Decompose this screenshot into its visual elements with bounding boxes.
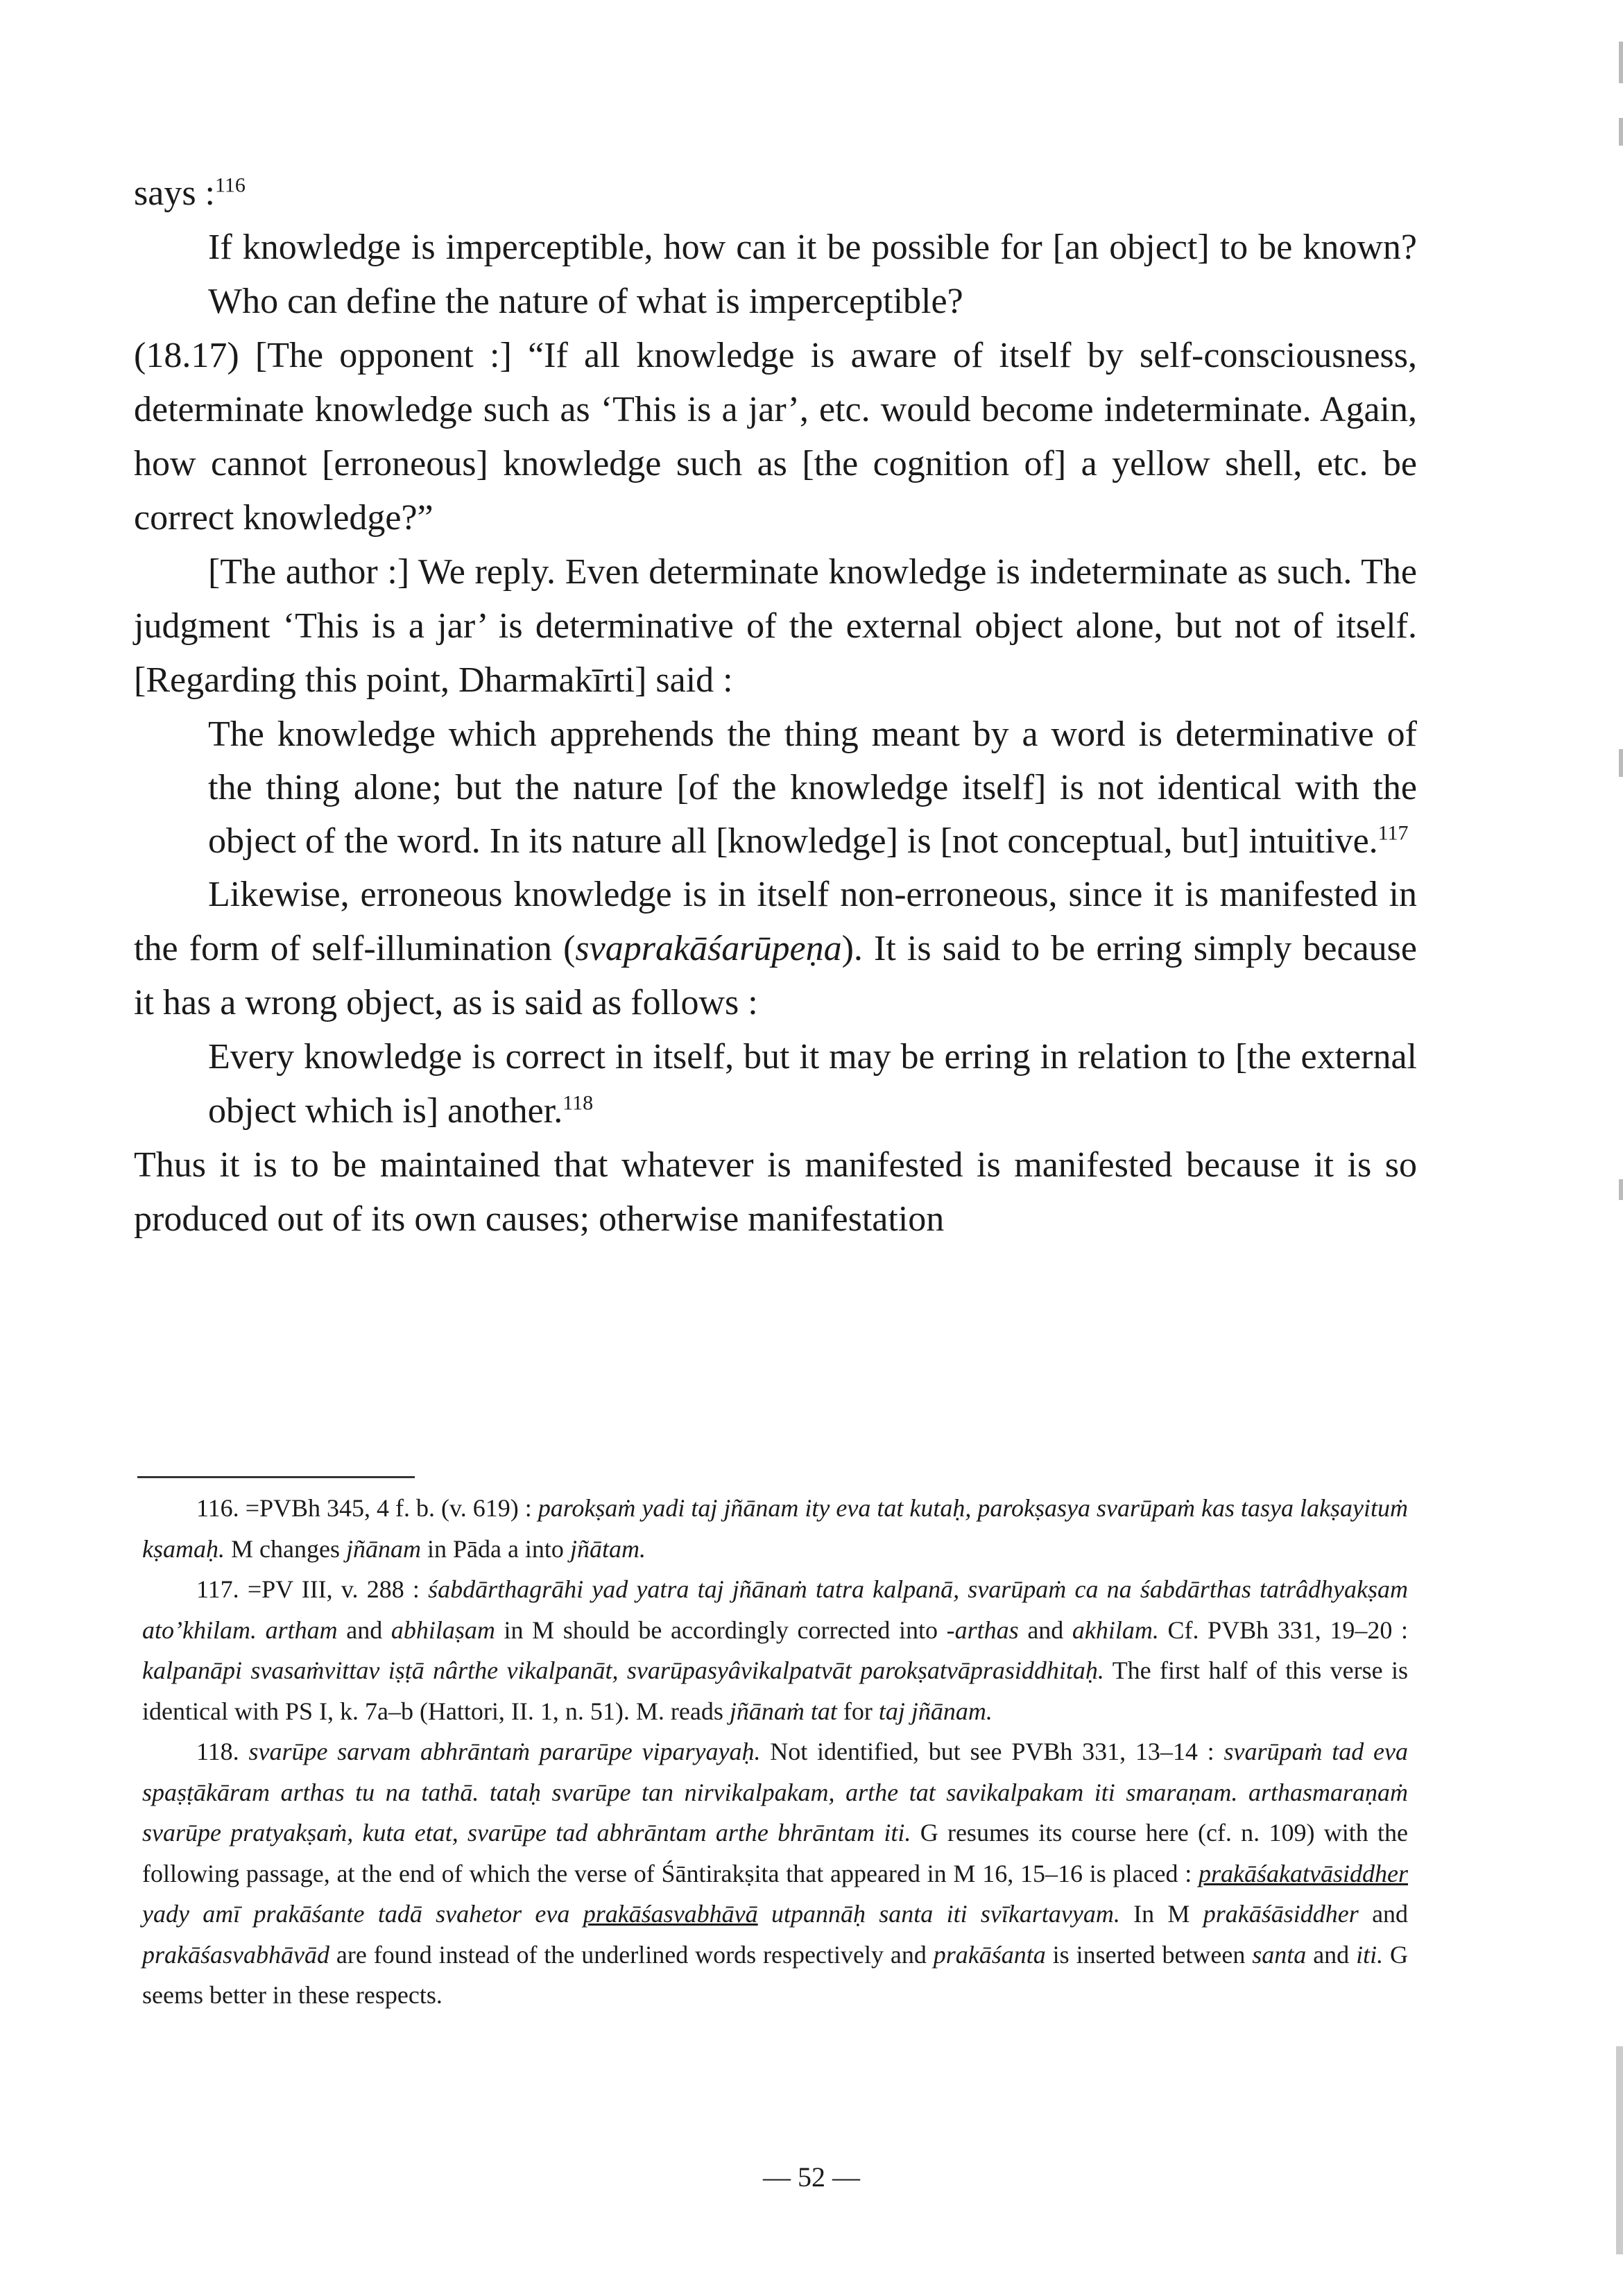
page-number: — 52 — bbox=[763, 2161, 860, 2193]
main-text bbox=[134, 166, 1417, 1246]
term-svaprakasarupena: svaprakāśarūpeṇa bbox=[575, 929, 842, 968]
footnotes bbox=[142, 1488, 1408, 2016]
paragraph-author: [The author :] We reply. Even determinate knowledge is indeterminate as such. The judgment ‘This is a jar’ is determinative of the external object alone, but not of itself. [Regarding this point, Dharmakīrti] said : bbox=[134, 552, 1417, 700]
underlined-term-2: prakāśasvabhāvā bbox=[583, 1900, 758, 1928]
quote-117: The knowledge which apprehends the thing meant by a word is determinative of the thing alone; but the nature [of the knowledge itself] is not identical with the object of the word. In its nature all [knowledge] is [not conceptual, but] intuitive.$^{117}$ bbox=[208, 714, 1417, 861]
paragraph-says: says :$^{116}$ bbox=[134, 173, 246, 213]
quote-116: If knowledge is imperceptible, how can it be possible for [an object] to be known? Who can define the nature of what is imperceptible? bbox=[208, 228, 1417, 321]
footnote-117: 117. =PV III, v. 288 : śabdārthagrāhi yad yatra taj jñānaṁ tatra kalpanā, svarūpaṁ ca na śabdārthas tatrâdhyakṣam ato’khilam. artham and abhilaṣam in M should be accordingly corrected into -arthas and akhilam. Cf. PVBh 331, 19–20 : kalpanāpi svasaṁvittav iṣṭā nârthe vikalpanāt, svarūpasyâvikalpatvāt parokṣatvāprasiddhitaḥ. The first half of this verse is identical with PS I, k. 7a–b (Hattori, II. 1, n. 51). M. reads jñānaṁ tat for taj jñānam. bbox=[142, 1575, 1409, 1725]
paragraph-likewise: Likewise, erroneous knowledge is in itself non-erroneous, since it is manifested in the form of self-illumination (svaprakāśarūpeṇa). It is said to be erring simply because it has a wrong object, as is said as follows : bbox=[134, 875, 1417, 1022]
quote-118: Every knowledge is correct in itself, but it may be erring in relation to [the external object which is] another.$^{118}$ bbox=[208, 1037, 1417, 1131]
scan-edge-mark bbox=[1619, 749, 1623, 777]
scan-edge-mark bbox=[1619, 118, 1623, 146]
scan-edge-mark bbox=[1619, 42, 1623, 83]
paragraph-thus: Thus it is to be maintained that whatever is manifested is manifested because it is so produced out of its own causes; otherwise manifestation bbox=[134, 1145, 1417, 1239]
paragraph-opponent: (18.17) [The opponent :] “If all knowledge is aware of itself by self-consciousness, determinate knowledge such as ‘This is a jar’, etc. would become indeterminate. Again, how cannot [erroneous] knowledge such as [the cognition of] a yellow shell, etc. be correct knowledge?” bbox=[134, 336, 1417, 538]
scan-edge-mark bbox=[1616, 2046, 1623, 2254]
note-ref-117: 117 bbox=[1377, 821, 1409, 845]
footnote-118: 118. svarūpe sarvam abhrāntaṁ pararūpe viparyayaḥ. Not identified, but see PVBh 331, 13–14 : svarūpaṁ tad eva spaṣṭākāram arthas tu na tathā. tataḥ svarūpe tan nirvikalpakam, arthe tat savikalpakam iti smaraṇam. arthasmaraṇaṁ svarūpe pratyakṣaṁ, kuta etat, svarūpe tad abhrāntam arthe bhrāntam iti. G resumes its course here (cf. n. 109) with the following passage, at the end of which the verse of Śāntirakṣita that appeared in M 16, 15–16 is placed : prakāśakatvāsiddher yady amī prakāśante tadā svahetor eva prakāśasvabhāvā utpannāḥ santa iti svīkartavyam. In M prakāśāsiddher and prakāśasvabhāvād are found instead of the underlined words respectively and prakāśanta is inserted between santa and iti. G seems better in these respects. bbox=[142, 1738, 1409, 2009]
footnote-rule bbox=[137, 1476, 415, 1478]
scan-edge-mark bbox=[1619, 1179, 1623, 1200]
footnote-116: 116. =PVBh 345, 4 f. b. (v. 619) : parokṣaṁ yadi taj jñānam ity eva tat kutaḥ, parokṣasya svarūpaṁ kas tasya lakṣayituṁ kṣamaḥ. M changes jñānam in Pāda a into jñātam. bbox=[142, 1494, 1409, 1563]
note-ref-118: 118 bbox=[563, 1091, 594, 1115]
underlined-term-1: prakāśakatvāsiddher bbox=[1199, 1859, 1409, 1887]
note-ref-116: 116 bbox=[215, 173, 246, 197]
